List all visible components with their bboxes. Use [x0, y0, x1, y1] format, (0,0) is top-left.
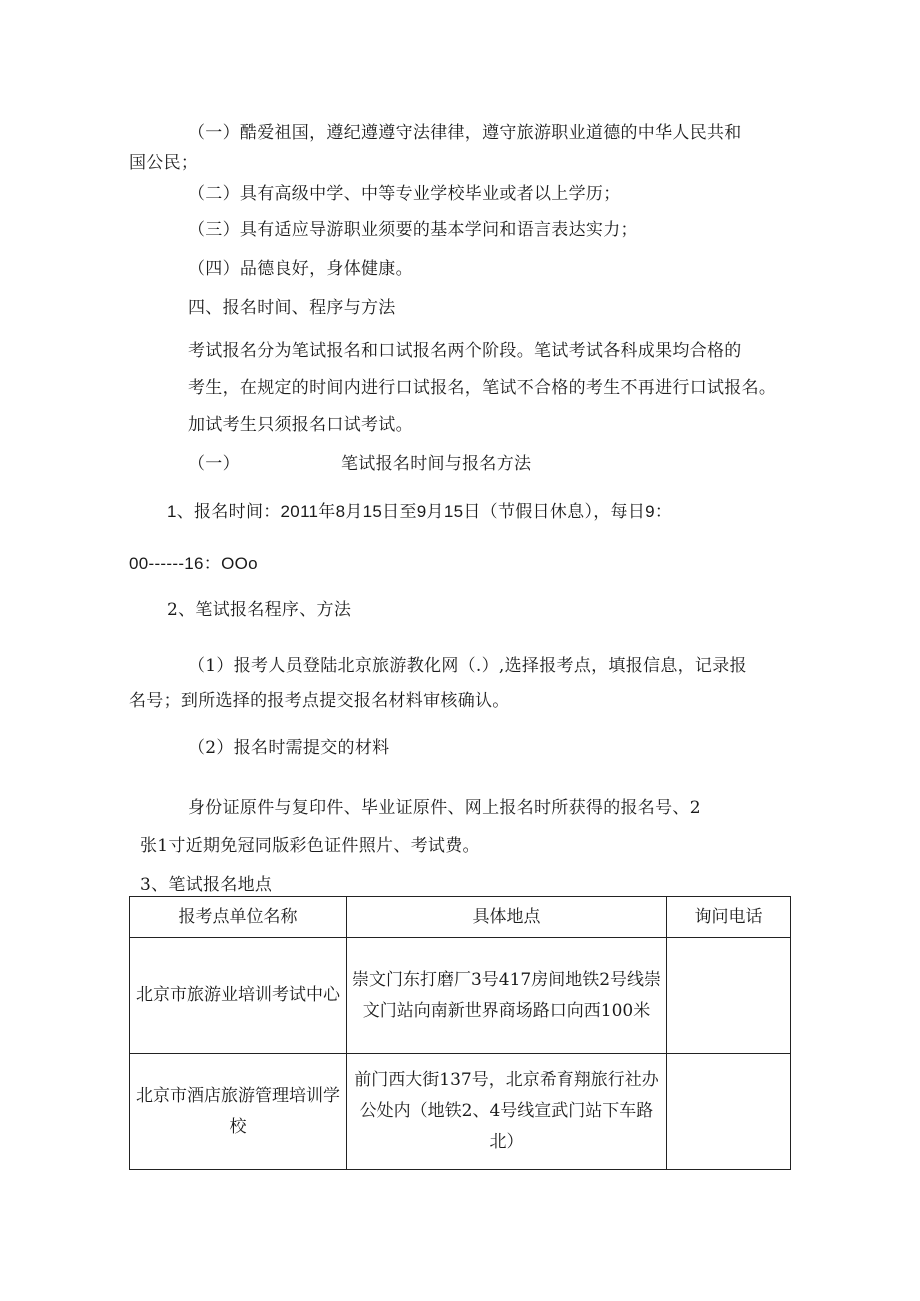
intro-line-2: 考生，在规定的时间内进行口试报名，笔试不合格的考生不再进行口试报名。	[188, 378, 777, 398]
requirement-3: （三）具有适应导游职业须要的基本学问和语言表达实力；	[188, 220, 638, 240]
site-name: 北京市酒店旅游管理培训学校	[130, 1054, 347, 1170]
site-phone	[667, 938, 791, 1054]
table-row	[130, 1054, 791, 1170]
item-1-line-1: 1、报名时间：2011年8月15日至9月15日（节假日休息），每日9：	[167, 502, 673, 521]
sub-heading-number: （一）	[188, 454, 240, 474]
item-3: 3、笔试报名地点	[140, 875, 273, 895]
item-2-1-line-2: 名号；到所选择的报考点提交报名材料审核确认。	[129, 691, 510, 711]
table-row	[130, 938, 791, 1054]
item-2-1-line-1: （1）报考人员登陆北京旅游教化网（.）,选择报考点，填报信息，记录报	[188, 656, 747, 676]
header-site-name: 报考点单位名称	[130, 897, 347, 938]
site-phone	[667, 1054, 791, 1170]
header-phone: 询问电话	[667, 897, 791, 938]
item-2-2: （2）报名时需提交的材料	[188, 738, 390, 758]
item-1-line-2: 00------16：OOo	[129, 554, 258, 573]
section-heading: 四、报名时间、程序与方法	[188, 298, 396, 318]
requirement-4: （四）品德良好，身体健康。	[188, 259, 413, 279]
intro-line-1: 考试报名分为笔试报名和口试报名两个阶段。笔试考试各科成果均合格的	[188, 341, 742, 361]
intro-line-3: 加试考生只须报名口试考试。	[188, 415, 413, 435]
registration-sites-table	[129, 896, 791, 1170]
requirement-1-line-1: （一）酷爱祖国，遵纪遵遵守法律律，遵守旅游职业道德的中华人民共和	[188, 123, 742, 143]
materials-line-1: 身份证原件与复印件、毕业证原件、网上报名时所获得的报名号、2	[188, 798, 701, 818]
sub-heading-text: 笔试报名时间与报名方法	[341, 454, 532, 474]
item-2: 2、笔试报名程序、方法	[167, 600, 352, 620]
site-name: 北京市旅游业培训考试中心	[130, 938, 347, 1054]
header-address: 具体地点	[347, 897, 667, 938]
site-address: 前门西大街137号，北京希育翔旅行社办公处内（地铁2、4号线宣武门站下车路北）	[347, 1054, 667, 1170]
requirement-1-line-2: 国公民；	[129, 153, 199, 173]
requirement-2: （二）具有高级中学、中等专业学校毕业或者以上学历；	[188, 184, 621, 204]
materials-line-2: 张1寸近期免冠同版彩色证件照片、考试费。	[140, 836, 480, 856]
site-address: 崇文门东打磨厂3号417房间地铁2号线崇文门站向南新世界商场路口向西100米	[347, 938, 667, 1054]
table-header-row	[130, 897, 791, 938]
